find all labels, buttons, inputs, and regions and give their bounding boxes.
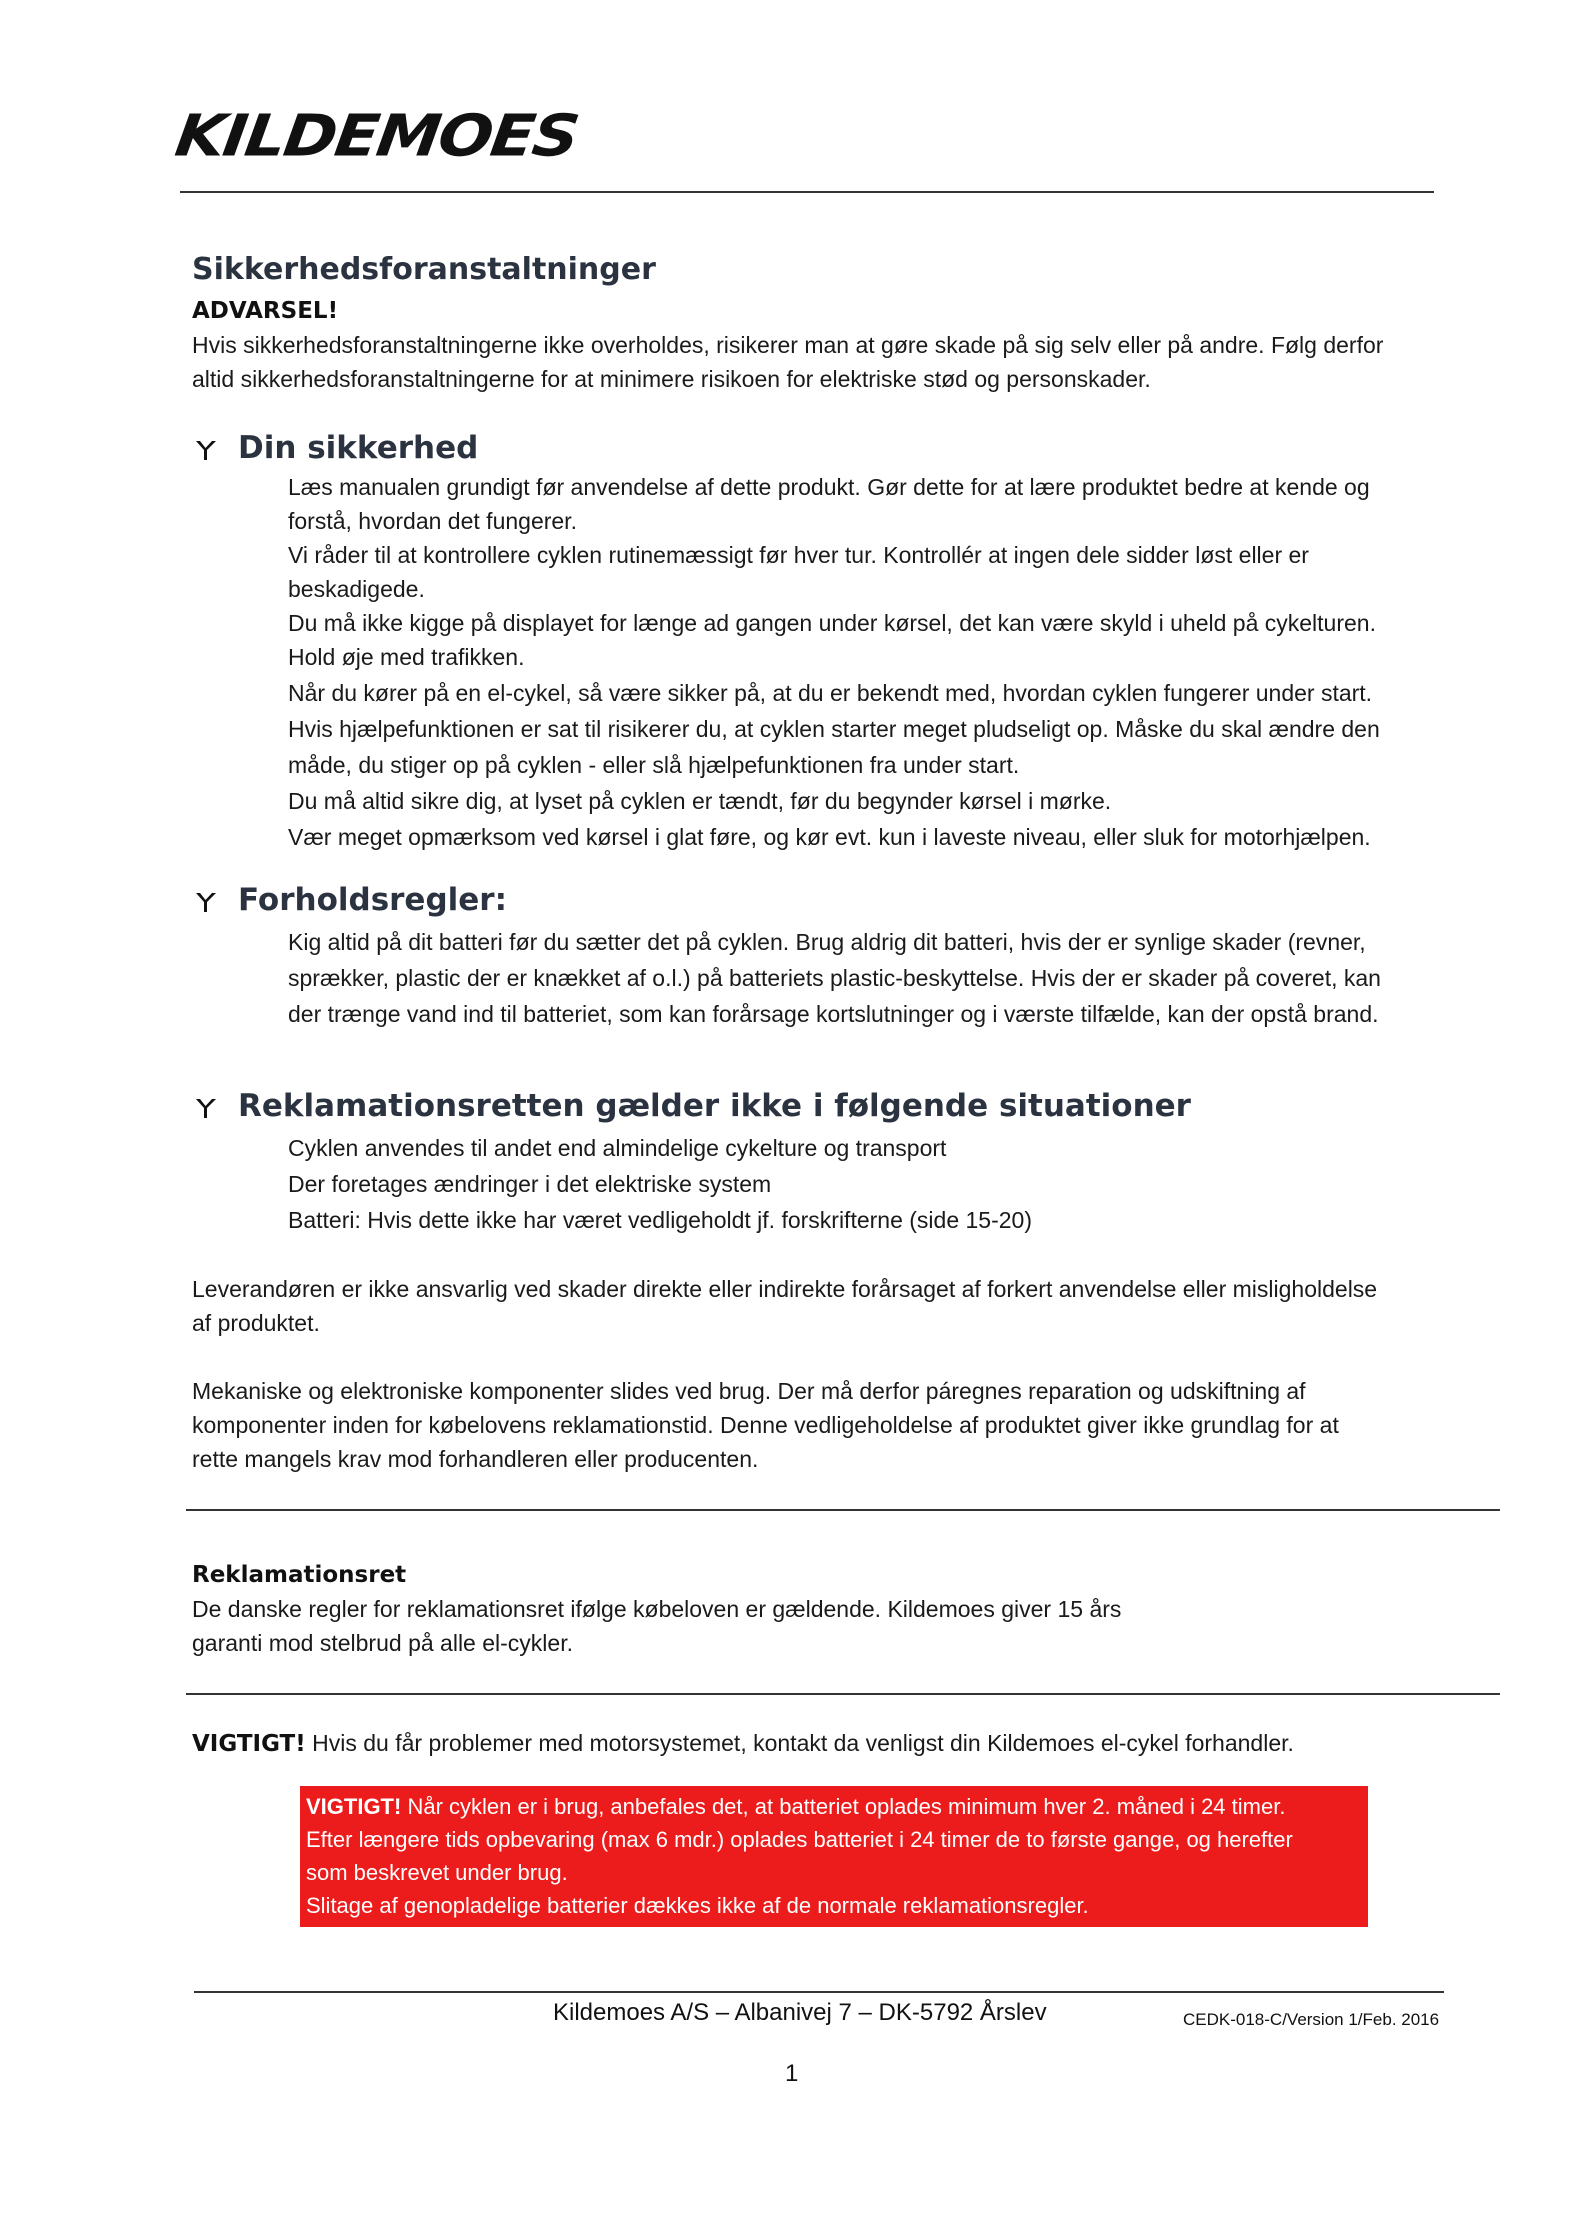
footer-divider bbox=[194, 1991, 1444, 1993]
intro-line: altid sikkerhedsforanstaltningerne for at minimere risikoen for elektriske stød og personskader. bbox=[192, 366, 1151, 392]
page-title: Sikkerhedsforanstaltninger bbox=[192, 252, 656, 287]
claim-line: garanti mod stelbrud på alle el-cykler. bbox=[192, 1630, 573, 1656]
section-line: Læs manualen grundigt før anvendelse af dette produkt. Gør dette for at lære produktet bedre at kende og bbox=[288, 474, 1370, 500]
bicycle-bullet-icon bbox=[194, 438, 218, 462]
kildemoes-logo: KILDEMOES bbox=[171, 103, 582, 171]
header-divider bbox=[180, 191, 1434, 193]
wear-paragraph bbox=[192, 1374, 1432, 1476]
red-box-line: som beskrevet under brug. bbox=[306, 1860, 568, 1885]
section-line: Batteri: Hvis dette ikke har været vedligeholdt jf. forskrifterne (side 15-20) bbox=[288, 1207, 1032, 1233]
section-line: Når du kører på en el-cykel, så være sikker på, at du er bekendt med, hvordan cyklen fungerer under start. bbox=[288, 680, 1373, 706]
section-body-din-sikkerhed bbox=[288, 470, 1418, 854]
section-body-reklamationsretten bbox=[288, 1130, 1418, 1238]
section-heading-forholdsregler: Forholdsregler: bbox=[238, 882, 507, 918]
important-label: VIGTIGT! bbox=[192, 1731, 306, 1757]
paragraph-line: rette mangels krav mod forhandleren eller producenten. bbox=[192, 1446, 759, 1472]
section-divider bbox=[186, 1693, 1500, 1695]
claim-line: De danske regler for reklamationsret ifølge købeloven er gældende. Kildemoes giver 15 års bbox=[192, 1596, 1122, 1622]
section-line: Hold øje med trafikken. bbox=[288, 644, 525, 670]
section-line: Cyklen anvendes til andet end almindelige cykelture og transport bbox=[288, 1135, 947, 1161]
bicycle-bullet-icon bbox=[194, 890, 218, 914]
paragraph-line: komponenter inden for købelovens reklamationstid. Denne vedligeholdelse af produktet giver ikke grundlag for at bbox=[192, 1412, 1339, 1438]
claim-text bbox=[192, 1592, 1432, 1660]
intro-text bbox=[192, 328, 1432, 396]
section-heading-din-sikkerhed: Din sikkerhed bbox=[238, 430, 479, 466]
section-heading-reklamationsretten: Reklamationsretten gælder ikke i følgende situationer bbox=[238, 1088, 1191, 1124]
intro-line: Hvis sikkerhedsforanstaltningerne ikke overholdes, risikerer man at gøre skade på sig selv eller på andre. Følg derfor bbox=[192, 332, 1384, 358]
page-number: 1 bbox=[785, 2060, 799, 2087]
red-box-line: Slitage af genopladelige batterier dækkes ikke af de normale reklamationsregler. bbox=[306, 1893, 1089, 1918]
warning-label: ADVARSEL! bbox=[192, 298, 339, 324]
section-line: Du må altid sikre dig, at lyset på cyklen er tændt, før du begynder kørsel i mørke. bbox=[288, 788, 1112, 814]
battery-warning-box bbox=[300, 1786, 1368, 1927]
section-line: sprækker, plastic der er knækket af o.l.) på batteriets plastic-beskyttelse. Hvis der er skader på coveret, kan bbox=[288, 965, 1381, 991]
section-line: Der foretages ændringer i det elektriske system bbox=[288, 1171, 772, 1197]
paragraph-line: Mekaniske og elektroniske komponenter slides ved brug. Der må derfor páregnes reparation og udskiftning af bbox=[192, 1378, 1306, 1404]
section-line: Vær meget opmærksom ved kørsel i glat føre, og kør evt. kun i laveste niveau, eller sluk for motorhjælpen. bbox=[288, 824, 1371, 850]
section-line: forstå, hvordan det fungerer. bbox=[288, 508, 577, 534]
liability-paragraph bbox=[192, 1272, 1432, 1340]
section-line: beskadigede. bbox=[288, 576, 425, 602]
section-divider bbox=[186, 1509, 1500, 1511]
red-box-first-line: Når cyklen er i brug, anbefales det, at batteriet oplades minimum hver 2. måned i 24 timer. bbox=[407, 1794, 1286, 1819]
paragraph-line: Leverandøren er ikke ansvarlig ved skader direkte eller indirekte forårsaget af forkert anvendelse eller misligholdelse bbox=[192, 1276, 1378, 1302]
section-line: Vi råder til at kontrollere cyklen rutinemæssigt før hver tur. Kontrollér at ingen dele sidder løst eller er bbox=[288, 542, 1309, 568]
section-line: måde, du stiger op på cyklen - eller slå hjælpefunktionen fra under start. bbox=[288, 752, 1020, 778]
paragraph-line: af produktet. bbox=[192, 1310, 320, 1336]
section-line: Du må ikke kigge på displayet for længe ad gangen under kørsel, det kan være skyld i uheld på cykelturen. bbox=[288, 610, 1376, 636]
footer-version: CEDK-018-C/Version 1/Feb. 2016 bbox=[1183, 2010, 1440, 2029]
claim-title: Reklamationsret bbox=[192, 1562, 407, 1588]
section-body-forholdsregler bbox=[288, 924, 1418, 1032]
important-note bbox=[192, 1726, 1432, 1761]
important-text: Hvis du får problemer med motorsystemet, kontakt da venligst din Kildemoes el-cykel forhandler. bbox=[312, 1730, 1294, 1756]
red-box-line bbox=[306, 1790, 1362, 1823]
footer-address: Kildemoes A/S – Albanivej 7 – DK-5792 Årslev bbox=[553, 1999, 1047, 2026]
section-line: Kig altid på dit batteri før du sætter det på cyklen. Brug aldrig dit batteri, hvis der er synlige skader (revner, bbox=[288, 929, 1366, 955]
section-line: Hvis hjælpefunktionen er sat til risikerer du, at cyklen starter meget pludseligt op. Måske du skal ændre den bbox=[288, 716, 1380, 742]
section-line: der trænge vand ind til batteriet, som kan forårsage kortslutninger og i værste tilfælde, kan der opstå brand. bbox=[288, 1001, 1379, 1027]
red-box-line: Efter længere tids opbevaring (max 6 mdr.) oplades batteriet i 24 timer de to første gange, og herefter bbox=[306, 1827, 1293, 1852]
red-box-label: VIGTIGT! bbox=[306, 1794, 402, 1819]
bicycle-bullet-icon bbox=[194, 1096, 218, 1120]
